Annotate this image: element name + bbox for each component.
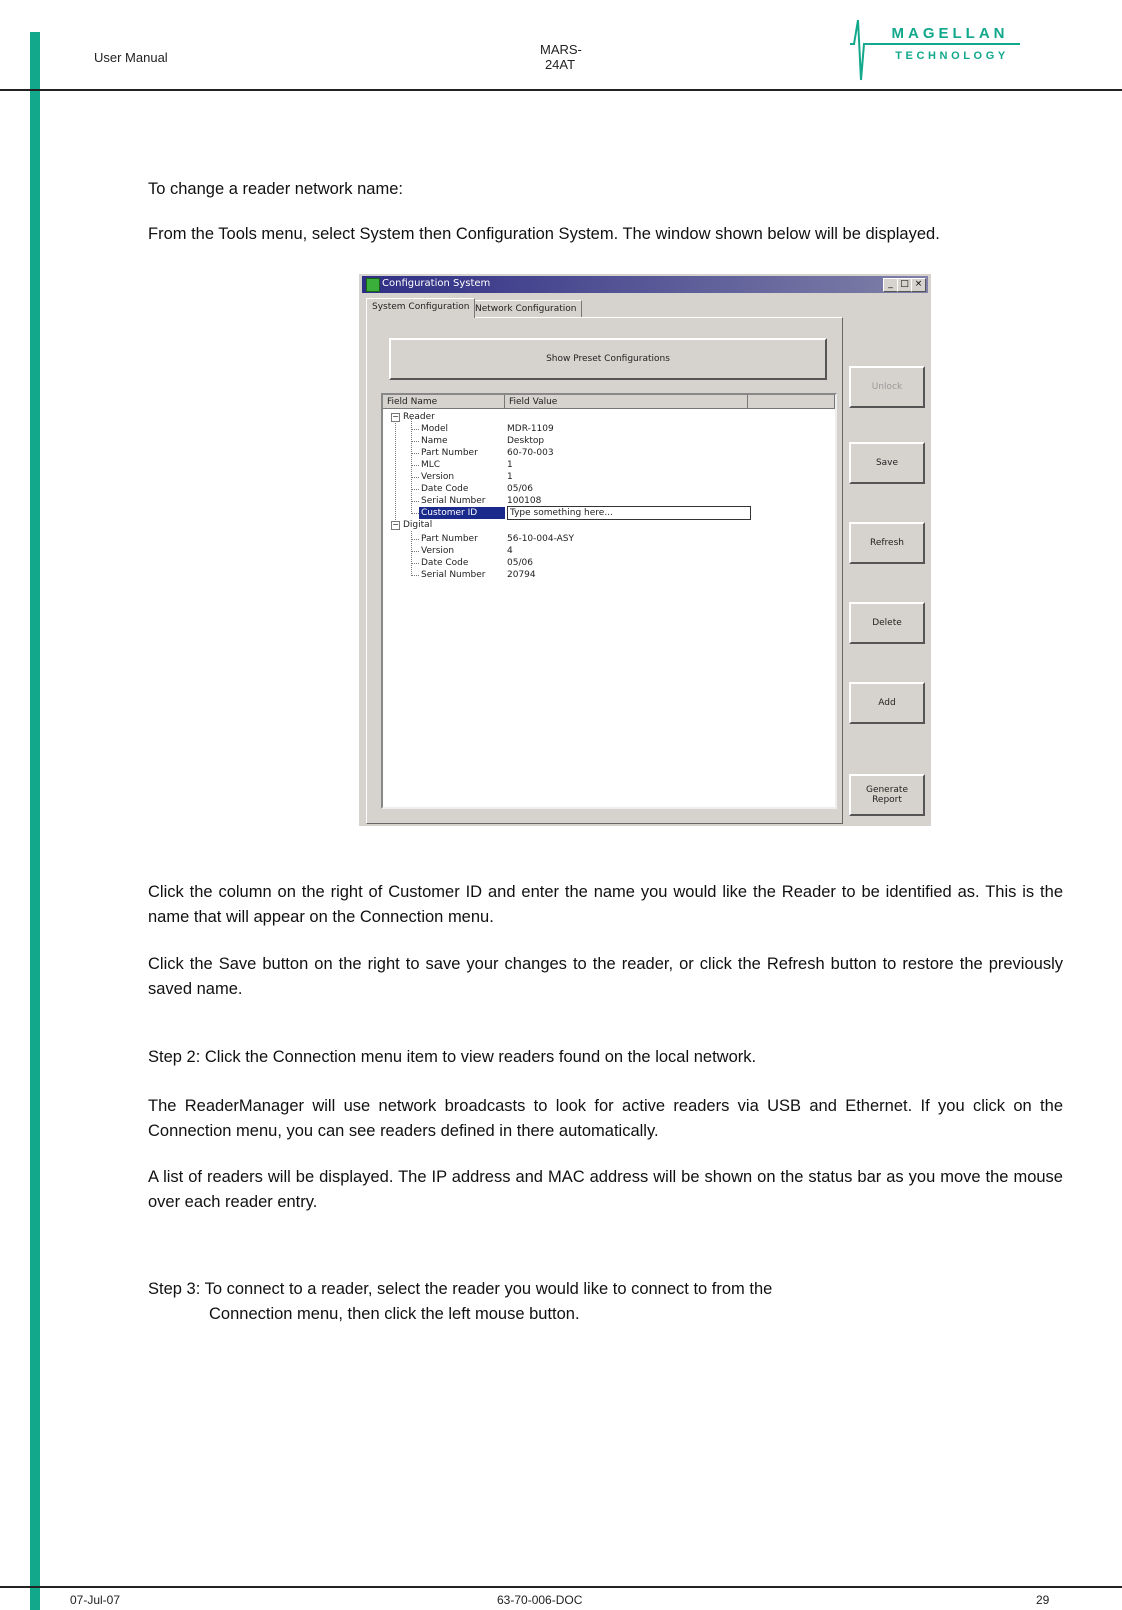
step-2: Step 2: Click the Connection menu item to view readers found on the local network. [148,1048,757,1066]
delete-button[interactable]: Delete [849,602,925,644]
tab-network-configuration[interactable]: Network Configuration [469,300,582,318]
generate-report-label-line1: Generate [865,785,909,795]
field-name: Model [421,424,449,434]
column-header-field-name[interactable]: Field Name [383,395,505,409]
field-name: Part Number [421,448,478,458]
field-name-selected: Customer ID [419,507,505,519]
field-value[interactable]: 05/06 [507,484,533,494]
logo-word-magellan: MAGELLAN [891,25,1009,42]
configuration-system-window [359,274,931,826]
field-name: Date Code [421,484,469,494]
field-value[interactable]: Desktop [507,436,545,446]
step-3-line1: Step 3: To connect to a reader, select the reader you would like to connect to from the [148,1280,773,1298]
collapse-icon[interactable]: − [392,520,399,529]
footer-rule [0,1586,1122,1588]
field-name: Version [421,546,455,556]
minimize-button[interactable]: _ [883,278,898,292]
save-button[interactable]: Save [849,442,925,484]
field-name: Version [421,472,455,482]
magellan-logo [850,0,1040,86]
field-name: Name [421,436,448,446]
header-rule [0,89,1122,91]
tree-row[interactable] [383,471,823,483]
tree-row[interactable] [383,483,823,495]
tree-node-label: Reader [403,412,435,422]
field-value[interactable]: 05/06 [507,558,533,568]
intro-heading: To change a reader network name: [148,180,403,198]
instruction-customer-id: Click the column on the right of Customer ID and enter the name you would like the Reader to be identified as. This is the name that will appear on the Connection menu. [148,883,1063,926]
header-product [540,42,580,72]
footer-doc-number: 63-70-006-DOC [497,1593,583,1607]
field-value[interactable]: 20794 [507,570,536,580]
tree-row[interactable] [383,447,823,459]
instruction-save-refresh: Click the Save button on the right to save your changes to the reader, or click the Refresh button to restore the previously saved name. [148,955,1063,998]
instruction-network-broadcast: The ReaderManager will use network broadcasts to look for active readers via USB and Ethernet. If you click on the Connection menu, you can see readers defined in there automatically. [148,1097,1063,1140]
unlock-button[interactable]: Unlock [849,366,925,408]
app-icon [366,278,380,292]
field-name: Part Number [421,534,478,544]
field-grid [381,393,837,809]
column-header-field-value[interactable]: Field Value [505,395,748,409]
generate-report-button[interactable] [849,774,925,816]
field-value[interactable]: MDR-1109 [507,424,554,434]
column-header-blank [748,395,835,409]
add-button[interactable]: Add [849,682,925,724]
header-product-line2: 24AT [544,57,576,72]
field-value[interactable]: 60-70-003 [507,448,554,458]
field-value[interactable]: 1 [507,460,513,470]
field-name: Date Code [421,558,469,568]
footer-date: 07-Jul-07 [70,1593,121,1607]
tree-row[interactable] [383,533,823,545]
show-preset-configurations-button[interactable]: Show Preset Configurations [389,338,827,380]
tree-row[interactable] [383,557,823,569]
tree-node-label: Digital [403,520,433,530]
step-3 [148,1277,772,1327]
tree-row[interactable] [383,423,823,435]
customer-id-input[interactable]: Type something here... [507,506,751,520]
generate-report-label-line2: Report [872,795,902,805]
maximize-button[interactable]: □ [897,278,912,292]
tree-row[interactable] [383,569,823,581]
collapse-icon[interactable]: − [392,412,399,421]
instruction-open-window: From the Tools menu, select System then Configuration System. The window shown below will be displayed. [148,225,940,243]
refresh-button[interactable]: Refresh [849,522,925,564]
logo-word-technology: TECHNOLOGY [895,50,1009,62]
header-product-line1: MARS- [540,42,582,57]
field-value[interactable]: 1 [507,472,513,482]
tab-system-configuration[interactable]: System Configuration [366,298,475,318]
tree-row[interactable] [383,545,823,557]
field-value[interactable]: 100108 [507,496,542,506]
tree-row[interactable] [383,435,823,447]
tree-row[interactable] [383,459,823,471]
step-3-line2: Connection menu, then click the left mouse button. [209,1305,580,1323]
window-titlebar [362,276,928,293]
left-accent-bar [30,32,40,1610]
field-value[interactable]: 56-10-004-ASY [507,534,574,544]
field-value[interactable]: 4 [507,546,513,556]
page-number: 29 [1036,1593,1050,1607]
logo-pulse-mark [850,20,880,80]
field-name: MLC [421,460,441,470]
header-doc-type: User Manual [94,50,168,65]
field-name: Serial Number [421,570,486,580]
field-name: Serial Number [421,496,486,506]
close-button[interactable]: × [911,278,926,292]
tree-row-customer-id[interactable] [383,507,823,519]
window-title: Configuration System [382,278,491,289]
instruction-reader-list: A list of readers will be displayed. The IP address and MAC address will be shown on the status bar as you move the mouse over each reader entry. [148,1168,1063,1211]
